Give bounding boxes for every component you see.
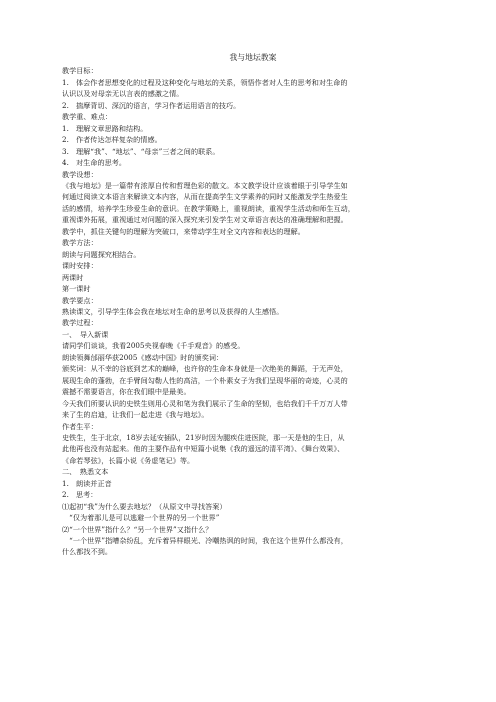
text-line: 2. 作者传达怎样复杂的情感。: [62, 135, 162, 145]
text-line: 一、 导入新课: [62, 329, 109, 339]
text-line: 今天我们所要认识的史铁生则用心灵和笔为我们展示了生命的坚韧，也给我们千千万万人带: [62, 398, 348, 408]
text-line: 此他再也没有站起来。他的主要作品有中短篇小说集《我的遥远的清平湾》、《舞台效果》、: [62, 444, 345, 454]
text-line: 2. 思考：: [62, 490, 98, 500]
text-line: 教学重、难点：: [62, 112, 113, 122]
text-line: 何通过阅读文本语言来解读文本内容，从而在提高学生文学素养的同时又能激发学生热爱生: [62, 192, 348, 202]
text-line: 教学中，抓住关键句的理解为突破口，来带动学生对全文内容和表达的理解。: [62, 226, 305, 236]
text-line: 史铁生，生于北京，18岁去延安插队，21岁时因为腿疾住进医院，那一天是他的生日，从: [62, 432, 345, 442]
text-line: 颁奖词：从不幸的谷底到艺术的巅峰，也许你的生命本身就是一次绝美的舞蹈，于无声处，: [62, 364, 348, 374]
document-page: [62, 52, 434, 558]
text-line: 《我与地坛》是一篇带有浓厚自传和哲理色彩的散文。本文教学设计应该着眼于引导学生如: [62, 180, 348, 190]
text-line: 1. 体会作者思想变化的过程及这种变化与地坛的关系，领悟作者对人生的思考和对生命的: [62, 77, 348, 87]
text-line: 熟读课文，引导学生体会我在地坛对生命的思考以及获得的人生感悟。: [62, 306, 284, 316]
text-line: 1. 理解文章思路和结构。: [62, 123, 148, 133]
text-line: 教学目标：: [62, 66, 98, 76]
text-line: 2. 揣摩背切、深沉的语言，学习作者运用语言的技巧。: [62, 100, 241, 110]
text-line: 请同学们谈谈，我看2005央视春晚《千手观音》的感受。: [62, 341, 245, 351]
text-line: 教学要点：: [62, 295, 98, 305]
text-line: 1. 朗读并正音: [62, 478, 112, 488]
text-line: 3. 理解“我”、“地坛”、“母亲”三者之间的联系。: [62, 146, 220, 156]
text-line: 来了生的启迪，让我们一起走进《我与地坛》。: [62, 410, 209, 420]
text-line: 4. 对生命的思考。: [62, 158, 127, 168]
text-line: 作者生平：: [62, 421, 98, 431]
text-line: 朗读领舞邰丽华获2005《感动中国》时的颁奖词：: [62, 352, 224, 362]
text-line: 《命若琴弦》，长篇小说《务虚笔记》等。: [62, 455, 195, 465]
text-line: “一个世界”指嘈杂纷乱，充斥着异样眼光、冷嘲热讽的时间，我在这个世界什么都没有，: [62, 536, 348, 546]
text-line: ⑴起初“我”为什么要去地坛？（从原文中寻找答案）: [62, 501, 227, 511]
text-line: 震撼不需要语言，你在我们眼中是最美。: [62, 387, 191, 397]
document-title: 我与地坛教案: [229, 53, 277, 62]
text-line: 教学设想：: [62, 169, 98, 179]
text-line: ⑵“一个世界”指什么？“另一个世界”又指什么？: [62, 524, 213, 534]
text-line: 课时安排：: [62, 261, 98, 271]
text-line: 展现生命的蓬勃，在手臂间勾勒人性的高洁，一个朴素女子为我们呈现华丽的奇迹，心灵的: [62, 375, 348, 385]
text-line: 认识以及对母亲无以言表的感激之情。: [62, 89, 184, 99]
text-line: 什么都找不到。: [62, 547, 113, 557]
document-body: [62, 65, 434, 557]
text-line: 两课时: [62, 272, 84, 282]
text-line: “仅为着那儿是可以逃避一个世界的另一个世界”: [62, 513, 220, 523]
text-line: 教学过程：: [62, 318, 98, 328]
text-line: 二、 熟悉文本: [62, 467, 109, 477]
text-line: 朗读与问题探究相结合。: [62, 249, 141, 259]
text-line: 第一课时: [62, 284, 91, 294]
text-line: 重视课外拓展，重视通过对问题的深入探究来引发学生对文章语言表达的准确理解和把握。: [62, 215, 348, 225]
text-line: 教学方法：: [62, 238, 98, 248]
text-line: 活的感情，培养学生珍爱生命的意识。在教学策略上，重视朗读，重视学生活动和师生互动，: [62, 203, 355, 213]
